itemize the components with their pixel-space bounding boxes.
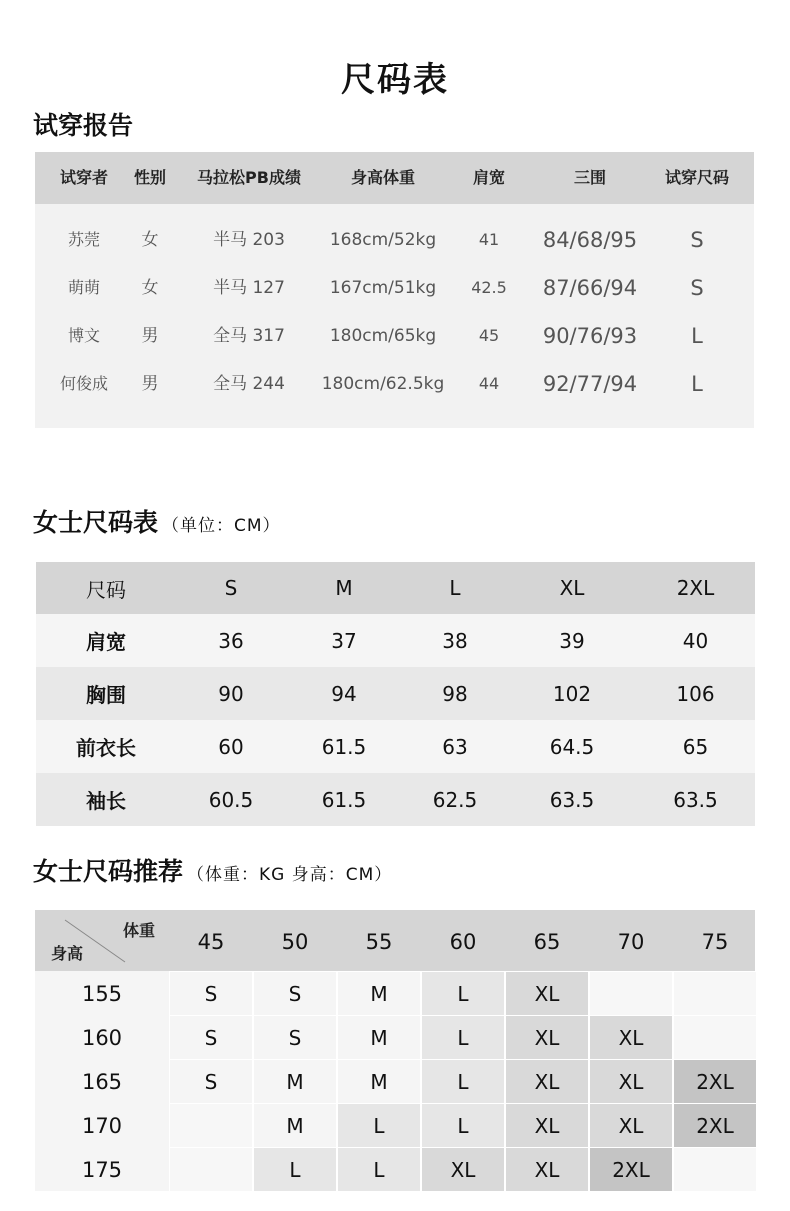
- recommended-size-cell: 2XL: [674, 1060, 756, 1103]
- report-cell: S: [690, 276, 704, 300]
- size-chart-cell: 106: [636, 667, 755, 720]
- recommended-size-cell: M: [254, 1060, 336, 1103]
- report-cell: 半马 127: [213, 278, 285, 298]
- recommended-size-cell: L: [422, 1016, 504, 1059]
- report-row: [35, 312, 754, 360]
- report-header-cell: 三围: [573, 168, 607, 187]
- report-cell: 41: [478, 230, 500, 249]
- recommended-size-cell: XL: [590, 1060, 672, 1103]
- recommended-size-cell: M: [338, 972, 420, 1015]
- recommended-size-cell: [674, 1148, 756, 1191]
- report-cell: 萌萌: [67, 278, 101, 297]
- size-chart-row: [36, 720, 755, 773]
- weight-header: 45: [197, 930, 225, 954]
- size-chart-cell: 63.5: [636, 773, 755, 826]
- report-cell: 男: [141, 374, 159, 394]
- weight-header: 75: [701, 930, 729, 954]
- recommended-size-cell: M: [254, 1104, 336, 1147]
- size-chart-row-label: 袖长: [36, 773, 176, 826]
- report-title: 试穿报告: [33, 111, 134, 140]
- recommendation-title: [33, 852, 392, 888]
- size-chart-cell: 63.5: [508, 773, 636, 826]
- report-row: [35, 264, 754, 312]
- size-chart-cell: 39: [508, 614, 636, 667]
- recommended-size-cell: XL: [506, 1104, 588, 1147]
- recommended-size-cell: [674, 1016, 756, 1059]
- report-cell: 苏莞: [67, 230, 101, 249]
- recommendation-row: [35, 971, 755, 1015]
- recommendation-header-row: [35, 910, 755, 971]
- report-header-cell: 马拉松PB成绩: [197, 168, 301, 187]
- report-row: [35, 360, 754, 408]
- report-cell: 何俊成: [59, 374, 109, 393]
- recommended-size-cell: XL: [506, 1016, 588, 1059]
- report-cell: 44: [478, 374, 500, 393]
- size-chart-row: [36, 773, 755, 826]
- recommended-size-cell: XL: [506, 1060, 588, 1103]
- corner-cell: [35, 910, 169, 971]
- recommended-size-cell: L: [422, 972, 504, 1015]
- recommended-size-cell: [674, 972, 756, 1015]
- weight-header: 55: [365, 930, 393, 954]
- report-cell: 180cm/62.5kg: [321, 374, 445, 394]
- recommended-size-cell: S: [170, 972, 252, 1015]
- size-chart-size-header: L: [402, 562, 508, 614]
- report-cell: 168cm/52kg: [329, 230, 437, 250]
- recommendation-row: [35, 1147, 755, 1191]
- size-chart-cell: 60.5: [176, 773, 286, 826]
- size-chart-cell: 36: [176, 614, 286, 667]
- recommended-size-cell: XL: [506, 1148, 588, 1191]
- size-chart-unit: （单位：CM）: [162, 516, 281, 536]
- report-header-cell: 试穿者: [59, 168, 109, 187]
- recommendation-row: [35, 1103, 755, 1147]
- report-cell: 半马 203: [213, 230, 285, 250]
- recommendation-row: [35, 1015, 755, 1059]
- page-title: 尺码表: [341, 60, 449, 100]
- recommended-size-cell: L: [338, 1148, 420, 1191]
- recommended-size-cell: S: [254, 972, 336, 1015]
- weight-header: 70: [617, 930, 645, 954]
- report-table: [35, 152, 754, 428]
- corner-weight-label: 体重: [122, 921, 155, 940]
- report-cell: 42.5: [471, 278, 507, 297]
- report-cell: 男: [141, 326, 159, 346]
- size-chart-size-header: M: [286, 562, 402, 614]
- size-chart-cell: 60: [176, 720, 286, 773]
- size-chart-row-label: 胸围: [36, 667, 176, 720]
- recommended-size-cell: XL: [590, 1016, 672, 1059]
- report-cell: 女: [141, 230, 159, 250]
- recommended-size-cell: XL: [506, 972, 588, 1015]
- report-header-row: [35, 152, 754, 204]
- size-chart-cell: 61.5: [286, 773, 402, 826]
- size-chart-header-row: [36, 562, 755, 614]
- size-chart-cell: 98: [402, 667, 508, 720]
- size-chart-cell: 62.5: [402, 773, 508, 826]
- recommended-size-cell: S: [254, 1016, 336, 1059]
- recommended-size-cell: M: [338, 1060, 420, 1103]
- size-chart-size-header: XL: [508, 562, 636, 614]
- size-chart-title: [33, 503, 281, 539]
- report-header-cell: 身高体重: [350, 168, 416, 187]
- size-chart-row: [36, 614, 755, 667]
- recommended-size-cell: [590, 972, 672, 1015]
- recommended-size-cell: [170, 1104, 252, 1147]
- height-label: 160: [35, 1015, 169, 1059]
- size-chart-cell: 63: [402, 720, 508, 773]
- weight-header: 65: [533, 930, 561, 954]
- report-header-cell: 试穿尺码: [664, 168, 730, 187]
- report-cell: S: [690, 228, 704, 252]
- report-cell: 全马 244: [213, 374, 285, 394]
- size-chart-cell: 37: [286, 614, 402, 667]
- report-cell: 92/77/94: [542, 372, 638, 396]
- height-label: 155: [35, 971, 169, 1015]
- size-chart-title-text: 女士尺码表: [33, 508, 159, 537]
- size-chart-row-label: 肩宽: [36, 614, 176, 667]
- size-chart-cell: 94: [286, 667, 402, 720]
- size-chart-cell: 40: [636, 614, 755, 667]
- recommended-size-cell: L: [422, 1060, 504, 1103]
- size-chart-row: [36, 667, 755, 720]
- size-chart-size-header: 2XL: [636, 562, 755, 614]
- recommendation-row: [35, 1059, 755, 1103]
- size-chart-table: [36, 562, 755, 826]
- report-cell: L: [691, 324, 703, 348]
- weight-header: 60: [449, 930, 477, 954]
- height-label: 170: [35, 1103, 169, 1147]
- report-header-cell: 性别: [133, 168, 167, 187]
- size-chart-size-header: S: [176, 562, 286, 614]
- report-cell: 女: [141, 278, 159, 298]
- recommended-size-cell: S: [170, 1060, 252, 1103]
- size-chart-cell: 61.5: [286, 720, 402, 773]
- recommended-size-cell: [170, 1148, 252, 1191]
- report-cell: 84/68/95: [542, 228, 638, 252]
- size-chart-cell: 102: [508, 667, 636, 720]
- size-chart-header-label: 尺码: [36, 562, 176, 614]
- recommended-size-cell: XL: [590, 1104, 672, 1147]
- report-cell: 45: [478, 326, 500, 345]
- recommendation-title-text: 女士尺码推荐: [33, 857, 184, 886]
- height-label: 175: [35, 1147, 169, 1191]
- size-chart-cell: 38: [402, 614, 508, 667]
- report-cell: 87/66/94: [542, 276, 638, 300]
- recommendation-table: [35, 910, 755, 1191]
- corner-height-label: 身高: [51, 944, 84, 963]
- report-cell: 博文: [67, 326, 101, 345]
- height-label: 165: [35, 1059, 169, 1103]
- size-chart-cell: 65: [636, 720, 755, 773]
- weight-header: 50: [281, 930, 309, 954]
- recommended-size-cell: XL: [422, 1148, 504, 1191]
- size-chart-cell: 64.5: [508, 720, 636, 773]
- report-cell: 180cm/65kg: [329, 326, 437, 346]
- report-header-cell: 肩宽: [472, 168, 506, 187]
- recommended-size-cell: 2XL: [590, 1148, 672, 1191]
- recommended-size-cell: L: [338, 1104, 420, 1147]
- size-chart-row-label: 前衣长: [36, 720, 176, 773]
- report-cell: 全马 317: [213, 326, 285, 346]
- recommended-size-cell: M: [338, 1016, 420, 1059]
- recommended-size-cell: 2XL: [674, 1104, 756, 1147]
- report-cell: 90/76/93: [542, 324, 638, 348]
- recommended-size-cell: S: [170, 1016, 252, 1059]
- recommended-size-cell: L: [254, 1148, 336, 1191]
- recommendation-unit: （体重：KG 身高：CM）: [187, 865, 393, 885]
- size-chart-cell: 90: [176, 667, 286, 720]
- recommended-size-cell: L: [422, 1104, 504, 1147]
- report-cell: L: [691, 372, 703, 396]
- report-cell: 167cm/51kg: [329, 278, 437, 298]
- report-row: [35, 216, 754, 264]
